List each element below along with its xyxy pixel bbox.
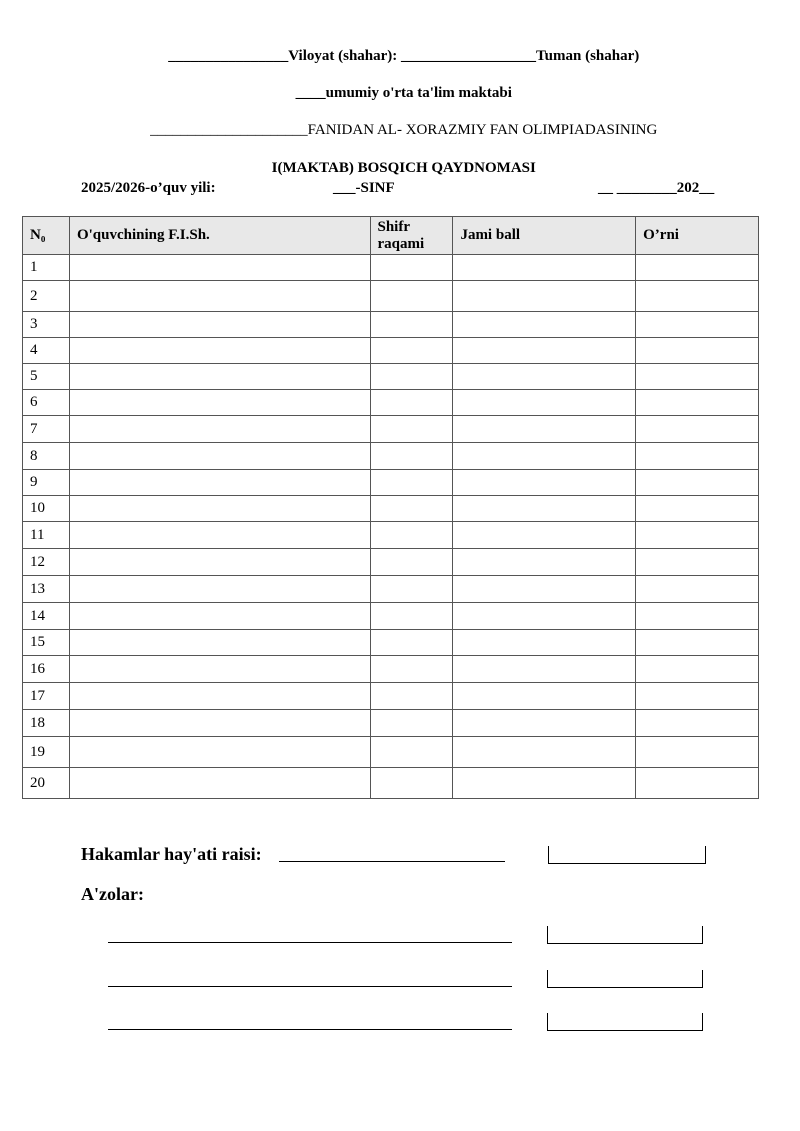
header-subject-text: _____________________FANIDAN AL- XORAZMIY FAN OLIMPIADASINING [150,122,658,138]
code-cell[interactable] [370,470,453,496]
name-cell[interactable] [69,737,370,768]
name-cell[interactable] [69,630,370,656]
place-cell[interactable] [636,496,759,522]
results-table [22,216,759,799]
code-cell[interactable] [370,364,453,390]
place-cell[interactable] [636,603,759,630]
table-row [23,255,759,281]
grade-field: ___-SINF [333,180,395,196]
column-header-code: Shifr raqami [370,217,453,255]
row-number: 9 [23,470,70,496]
score-cell[interactable] [453,656,636,683]
name-cell[interactable] [69,603,370,630]
table-row [23,630,759,656]
name-cell[interactable] [69,683,370,710]
code-cell[interactable] [370,549,453,576]
table-header-row [23,217,759,255]
code-cell[interactable] [370,683,453,710]
row-number: 15 [23,630,70,656]
row-number: 8 [23,443,70,470]
score-cell[interactable] [453,470,636,496]
table-row [23,338,759,364]
name-cell[interactable] [69,656,370,683]
member-1-signature-box [547,926,703,944]
chair-label: Hakamlar hay'ati raisi: [81,844,262,864]
table-row [23,549,759,576]
table-row [23,443,759,470]
page-title: I(MAKTAB) BOSQICH QAYDNOMASI [271,160,536,176]
table-body [23,255,759,799]
score-cell[interactable] [453,312,636,338]
row-number: 16 [23,656,70,683]
row-number: 18 [23,710,70,737]
row-number: 14 [23,603,70,630]
score-cell[interactable] [453,603,636,630]
place-cell[interactable] [636,737,759,768]
code-cell[interactable] [370,338,453,364]
name-cell[interactable] [69,443,370,470]
score-cell[interactable] [453,255,636,281]
place-cell[interactable] [636,768,759,799]
row-number: 12 [23,549,70,576]
place-cell[interactable] [636,656,759,683]
name-cell[interactable] [69,390,370,416]
table-row [23,390,759,416]
academic-year: 2025/2026-o’quv yili: [81,180,216,196]
name-cell[interactable] [69,522,370,549]
column-header-student-name: O'quvchining F.I.Sh. [69,217,370,255]
column-header-number: N₀ [23,217,70,255]
row-number: 3 [23,312,70,338]
table-row [23,312,759,338]
score-cell[interactable] [453,683,636,710]
row-number: 10 [23,496,70,522]
column-header-place: O’rni [636,217,759,255]
header-line-subject [0,105,800,139]
place-cell[interactable] [636,312,759,338]
date-field: __ ________202__ [598,180,715,196]
name-cell[interactable] [69,470,370,496]
code-cell[interactable] [370,390,453,416]
place-cell[interactable] [636,522,759,549]
place-cell[interactable] [636,549,759,576]
score-cell[interactable] [453,364,636,390]
row-number: 17 [23,683,70,710]
table-row [23,737,759,768]
header-line-school [0,68,800,102]
row-number: 6 [23,390,70,416]
member-2-signature-box [547,970,703,988]
code-cell[interactable] [370,630,453,656]
table-row [23,364,759,390]
code-cell[interactable] [370,496,453,522]
code-cell[interactable] [370,522,453,549]
score-cell[interactable] [453,522,636,549]
table-row [23,683,759,710]
code-cell[interactable] [370,737,453,768]
chair-name-line [279,861,505,862]
place-cell[interactable] [636,338,759,364]
code-cell[interactable] [370,443,453,470]
place-cell[interactable] [636,364,759,390]
row-number: 11 [23,522,70,549]
score-cell[interactable] [453,281,636,312]
table-row [23,576,759,603]
place-cell[interactable] [636,683,759,710]
place-cell[interactable] [636,443,759,470]
place-cell[interactable] [636,390,759,416]
name-cell[interactable] [69,768,370,799]
member-3-name-line [108,1029,512,1030]
name-cell[interactable] [69,255,370,281]
table-row [23,496,759,522]
code-cell[interactable] [370,255,453,281]
place-cell[interactable] [636,416,759,443]
table-row [23,470,759,496]
table-row [23,281,759,312]
member-3-signature-box [547,1013,703,1031]
code-cell[interactable] [370,281,453,312]
row-number: 20 [23,768,70,799]
row-number: 13 [23,576,70,603]
score-cell[interactable] [453,496,636,522]
member-1-name-line [108,942,512,943]
header-line-region [0,31,800,65]
name-cell[interactable] [69,364,370,390]
name-cell[interactable] [69,312,370,338]
code-cell[interactable] [370,603,453,630]
score-cell[interactable] [453,737,636,768]
row-number: 2 [23,281,70,312]
name-cell[interactable] [69,416,370,443]
score-cell[interactable] [453,390,636,416]
table-row [23,522,759,549]
column-header-total-score: Jami ball [453,217,636,255]
row-number: 7 [23,416,70,443]
code-cell[interactable] [370,416,453,443]
row-number: 4 [23,338,70,364]
place-cell[interactable] [636,576,759,603]
chair-signature-box [548,846,706,864]
table-row [23,710,759,737]
name-cell[interactable] [69,576,370,603]
score-cell[interactable] [453,710,636,737]
score-cell[interactable] [453,443,636,470]
code-cell[interactable] [370,312,453,338]
code-cell[interactable] [370,710,453,737]
score-cell[interactable] [453,549,636,576]
row-number: 19 [23,737,70,768]
place-cell[interactable] [636,281,759,312]
place-cell[interactable] [636,630,759,656]
member-2-name-line [108,986,512,987]
name-cell[interactable] [69,710,370,737]
place-cell[interactable] [636,255,759,281]
score-cell[interactable] [453,630,636,656]
name-cell[interactable] [69,549,370,576]
name-cell[interactable] [69,496,370,522]
header-line-title [0,143,800,177]
row-number: 5 [23,364,70,390]
header-school-text: ____umumiy o'rta ta'lim maktabi [295,85,512,101]
score-cell[interactable] [453,416,636,443]
table-row [23,603,759,630]
code-cell[interactable] [370,576,453,603]
code-cell[interactable] [370,768,453,799]
score-cell[interactable] [453,576,636,603]
code-cell[interactable] [370,656,453,683]
members-label: A'zolar: [81,884,144,904]
row-number: 1 [23,255,70,281]
name-cell[interactable] [69,338,370,364]
table-row [23,416,759,443]
place-cell[interactable] [636,470,759,496]
score-cell[interactable] [453,768,636,799]
header-region-text: ________________Viloyat (shahar): __________________Tuman (shahar) [168,48,640,64]
score-cell[interactable] [453,338,636,364]
name-cell[interactable] [69,281,370,312]
table-row [23,768,759,799]
place-cell[interactable] [636,710,759,737]
table-row [23,656,759,683]
